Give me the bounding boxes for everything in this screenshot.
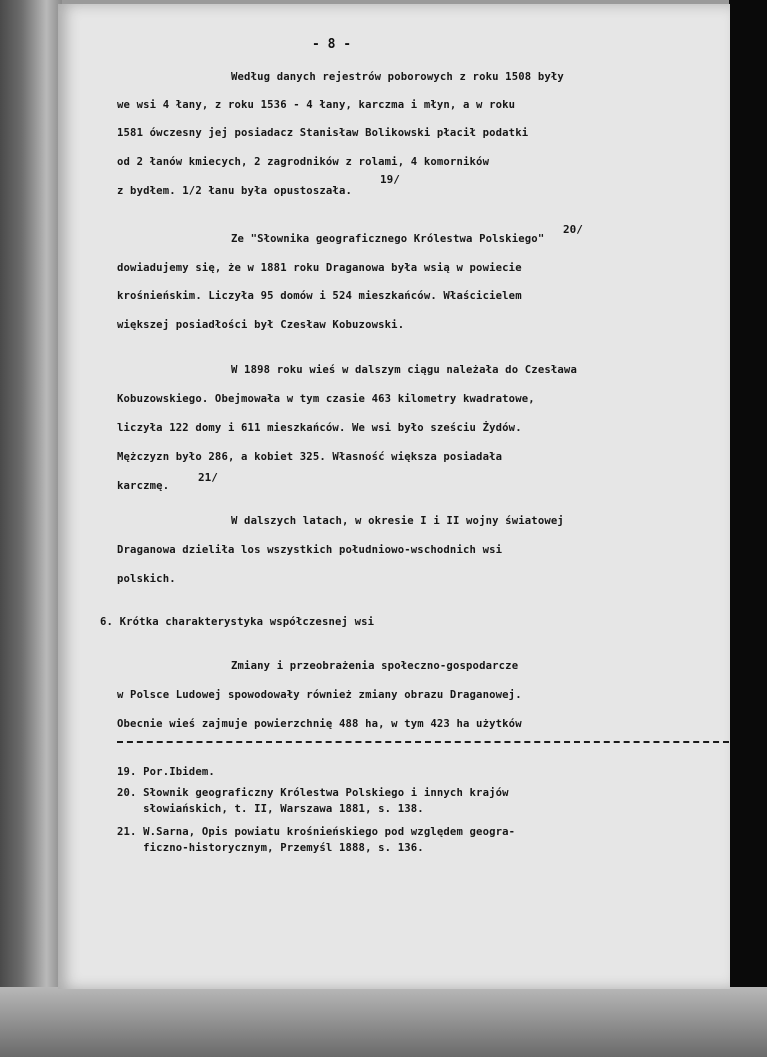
text-line: polskich.: [117, 573, 176, 585]
footnote-separator: [117, 741, 729, 743]
text-line: większej posiadłości był Czesław Kobuzowski.: [117, 319, 405, 331]
text-line: w Polsce Ludowej spowodowały również zmiany obrazu Draganowej.: [117, 689, 522, 701]
footnote-21-cont: ficzno-historycznym, Przemyśl 1888, s. 136.: [117, 842, 424, 854]
footnote-ref-21: 21/: [198, 471, 218, 484]
text-line: Zmiany i przeobrażenia społeczno-gospodarcze: [231, 660, 519, 672]
section-heading: 6. Krótka charakterystyka współczesnej wsi: [100, 616, 375, 628]
text-line: 1581 ówczesny jej posiadacz Stanisław Bolikowski płacił podatki: [117, 127, 529, 139]
footnote-19: 19. Por.Ibidem.: [117, 766, 215, 778]
text-line: od 2 łanów kmiecych, 2 zagrodników z rolami, 4 komorników: [117, 156, 490, 168]
footnote-21: 21. W.Sarna, Opis powiatu krośnieńskiego pod względem geogra-: [117, 826, 516, 838]
scan-bottom-edge: [0, 987, 767, 1057]
text-line: Ze "Słownika geograficznego Królestwa Polskiego": [231, 233, 545, 245]
text-line: Obecnie wieś zajmuje powierzchnię 488 ha, w tym 423 ha użytków: [117, 718, 522, 730]
text-line: Kobuzowskiego. Obejmowała w tym czasie 463 kilometry kwadratowe,: [117, 393, 535, 405]
text-line: Draganowa dzieliła los wszystkich południowo-wschodnich wsi: [117, 544, 503, 556]
text-line: Mężczyzn było 286, a kobiet 325. Własność większa posiadała: [117, 451, 503, 463]
text-line: z bydłem. 1/2 łanu była opustoszała.: [117, 185, 353, 197]
scan-right-edge: [729, 0, 767, 1057]
page-number: - 8 -: [312, 37, 352, 52]
text-line: krośnieńskim. Liczyła 95 domów i 524 mieszkańców. Właścicielem: [117, 290, 522, 302]
footnote-ref-20: 20/: [563, 223, 583, 236]
footnote-ref-19: 19/: [380, 173, 400, 186]
footnote-20-cont: słowiańskich, t. II, Warszawa 1881, s. 138.: [117, 803, 424, 815]
text-line: we wsi 4 łany, z roku 1536 - 4 łany, karczma i młyn, a w roku: [117, 99, 516, 111]
footnote-20: 20. Słownik geograficzny Królestwa Polskiego i innych krajów: [117, 787, 509, 799]
text-line: dowiadujemy się, że w 1881 roku Draganowa była wsią w powiecie: [117, 262, 522, 274]
text-line: liczyła 122 domy i 611 mieszkańców. We wsi było sześciu Żydów.: [117, 422, 522, 434]
text-line: Według danych rejestrów poborowych z roku 1508 były: [231, 71, 564, 83]
text-line: W dalszych latach, w okresie I i II wojny światowej: [231, 515, 564, 527]
text-line: W 1898 roku wieś w dalszym ciągu należała do Czesława: [231, 364, 577, 376]
scan-left-edge: [0, 0, 62, 1057]
text-line: karczmę.: [117, 480, 170, 492]
